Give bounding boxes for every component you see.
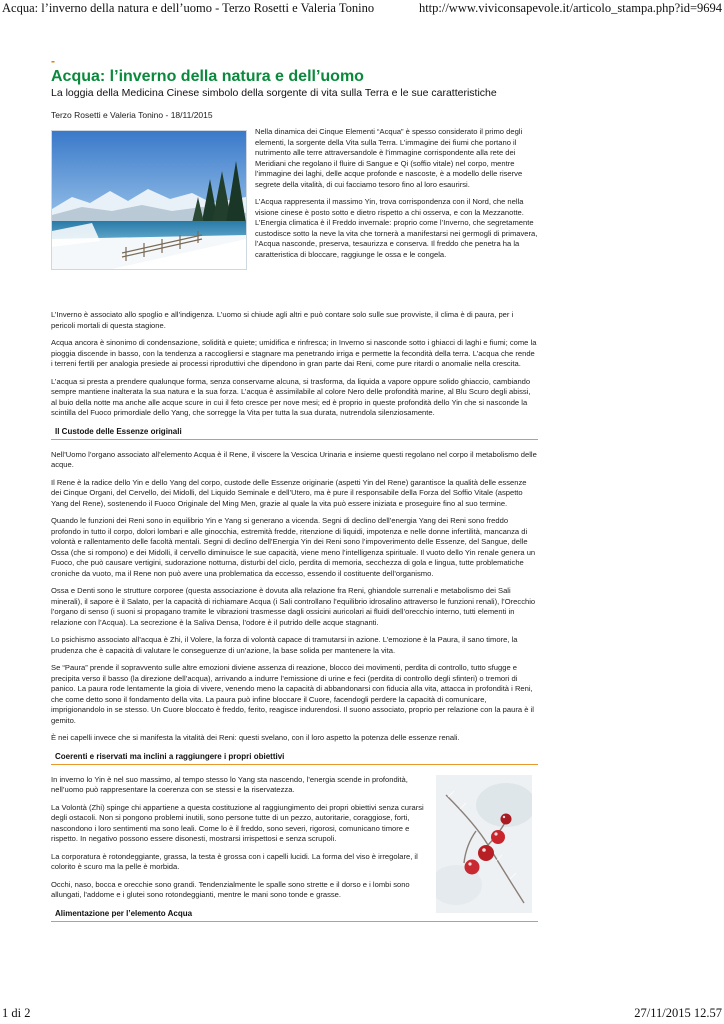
title-dash: - — [51, 54, 55, 68]
body-paragraph: Ossa e Denti sono le strutture corporee (questa associazione è dovuta alla relazione fra Reni, ghiandole surrenali e metabolismo dei Sali minerali), il sapore è il Salato, per la capacità di richiamare Acqua (i Sali controllano l’equilibrio idrosalino attraverso le funzioni renali), l’Orecchio l’organo di senso (i suoni si propagano tramite le vibrazioni trasmesse dagli ossicini auricolari ai fluidi dell’orecchio interno, tutti elementi in relazione con l’Acqua). La secrezione è la Saliva Densa, l’odore è il putrido delle acque stagnanti. — [51, 586, 536, 627]
section-heading-custode: Il Custode delle Essenze originali — [51, 426, 538, 440]
body-paragraph: Nell’Uomo l’organo associato all’elemento Acqua è il Rene, il viscere la Vescica Urinaria e insieme questi regolano nel corpo il metabolismo delle acque. — [51, 449, 537, 469]
body-paragraph: Il Rene è la radice dello Yin e dello Yang del corpo, custode delle Essenze originarie (aspetti Yin del Rene) garantisce la qualità delle essenze dei Cinque Organi, del Cervello, dei Midolli, del Liquido Seminale e dell’Utero, ma è pure il responsabile della Forza del Soffio Vitale (aspetto Yang del Rene), sostenendo il Fuoco Originale del Ming Men, grazie al quale la vita può essere iniziata e proseguire fino al suo termine. — [51, 477, 527, 508]
article-byline: Terzo Rosetti e Valeria Tonino - 18/11/2015 — [51, 110, 213, 120]
section-heading-alimentazione: Alimentazione per l’elemento Acqua — [51, 908, 538, 922]
intro-paragraph: Nella dinamica dei Cinque Elementi “Acqua” è spesso considerato il primo degli elementi, la sorgente della Vita sulla Terra. L’immagine dei fiumi che portano il nutrimento alle terre attraversandole è l’immagine corrispondente alla rete dei Meridiani che regolano il fluire di Sangue e Qi (soffio vitale) nel corpo, mentre l’immagine dei laghi, delle acque profonde e nascoste, è a modello delle riserve segrete della vitalità, di cui facciamo tesoro fino al loro esaurirsi. — [255, 127, 523, 189]
body-paragraph: Quando le funzioni dei Reni sono in equilibrio Yin e Yang si generano a vicenda. Segni di declino dell’energia Yang dei Reni sono freddo profondo in tutto il corpo, dolori lombari e alle ginocchia, estremità fredde, ritenzione di liquidi, impotenza e nelle donne infertilità, mancanza di volontà e rallentamento delle facoltà mentali. Segni di declino dell’Energia Yin dei Reni sono l’impoverimento delle Essenze, del Sangue, delle Ossa (che si rompono) e dei Midolli, il cervello diminuisce le sue capacità, viene meno l’intelligenza spirituale. Il vuoto dello Yin renale genera un Fuoco, che può causare vertigini, sudorazione notturna, disturbi del ciclo, perdita di memoria, secchezza di gola e lingua, tutte problematiche croniche da vuoto, ma il Rene non può avere una problematica da eccesso, essendo il costituente dell’organismo. — [51, 516, 536, 578]
article — [51, 56, 538, 932]
body-paragraph: Occhi, naso, bocca e orecchie sono grandi. Tendenzialmente le spalle sono strette e il dorso e i lombi sono allungati, l’addome e i glutei sono rotondeggianti, mentre le mani sono tonde e grasse. — [51, 879, 410, 899]
body-paragraph: Lo psichismo associato all’acqua è Zhi, il Volere, la forza di volontà capace di tramutarsi in azione. L’emozione è la Paura, il sano timore, la prudenza che è capacità di valutare le conseguenze di un’azione, la base solida per mantenere la vita. — [51, 635, 518, 655]
section-coerenti — [51, 775, 538, 901]
frozen-berries-image — [436, 775, 532, 913]
print-timestamp: 27/11/2015 12.57 — [634, 1006, 722, 1020]
body-paragraph: L’Inverno è associato allo spoglio e all’indigenza. L’uomo si chiude agli altri e può contare solo sulle sue provviste, il clima è di paura, per i pericoli mortali di questa stagione. — [51, 310, 514, 330]
page-number: 1 di 2 — [2, 1006, 31, 1020]
section-coerenti-text — [51, 775, 431, 901]
body-paragraph: La Volontà (Zhi) spinge chi appartiene a questa costituzione al raggiungimento dei propri obiettivi senza curarsi degli ostacoli. Non si pongono problemi inutili, sono persone tutte di un pezzo, autoritarie, coraggiose, forti, nascondono i loro sentimenti ma sono leali. Come lo è il freddo, sono severi, rigorosi, comunicano timore e rispetto. In negativo possono essere disonesti, mostrarsi irrispettosi e senza scrupoli. — [51, 802, 424, 843]
intro-paragraph: L’Acqua rappresenta il massimo Yin, trova corrispondenza con il Nord, che nella visione cinese è posto sotto e dietro rispetto a chi osserva, e con la Mezzanotte. L’Energia climatica è il Freddo invernale: proprio come l’Inverno, che segretamente custodisce sotto la neve la vita che tornerà a manifestarsi nei germogli di primavera, l’Acqua nasconde, preserva, tesaurizza e conserva. Il freddo che penetra ha la caratteristica di bloccare, raggiunge le ossa e le congela. — [255, 197, 538, 259]
article-subtitle: La loggia della Medicina Cinese simbolo della sorgente di vita sulla Terra e le sue caratteristiche — [51, 87, 497, 99]
print-footer — [0, 1004, 724, 1024]
body-paragraph: Se “Paura” prende il sopravvento sulle altre emozioni diviene assenza di reazione, blocco dei movimenti, perdita di controllo, tutto sfugge e precipita verso il basso (la direzione dell’acqua), arrivando a indurre l’emissione di urine e feci (perdita di controllo degli sfinteri) o tremori di panico. La paura rode lentamente la gioia di vivere, venendo meno la capacità di abbandonarsi con fiducia alla vita, attacca in profondità i Reni, che come detto sono il fondamento della vita. La paura può infine bloccare il Cuore, facendogli perdere la capacità di comunicare, imprigionandolo in se stesso. Un Cuore bloccato è freddo, ferito, reagisce indurendosi. Il suono associato, proprio per relazione con la paura è il gemito. — [51, 663, 534, 725]
body-paragraph: È nei capelli invece che si manifesta la vitalità dei Reni: questi svelano, con il loro aspetto la potenza delle essenze renali. — [51, 733, 460, 742]
print-header-url: http://www.viviconsapevole.it/articolo_stampa.php?id=9694 — [418, 1, 722, 15]
body-paragraph: In inverno lo Yin è nel suo massimo, al tempo stesso lo Yang sta nascendo, l’energia scende in profondità, nell’uomo può rappresentare la coerenza con se stessi e la riservatezza. — [51, 774, 408, 794]
body-paragraph: La corporatura è rotondeggiante, grassa, la testa è grossa con i capelli lucidi. La forma del viso è irregolare, il colorito è scuro ma la pelle è morbida. — [51, 851, 418, 871]
intro-block — [51, 127, 538, 307]
article-title: Acqua: l’inverno della natura e dell’uomo — [51, 68, 364, 85]
print-header — [0, 0, 724, 18]
body-paragraph: Acqua ancora è sinonimo di condensazione, solidità e quiete; umidifica e rinfresca; in Inverno si nasconde sotto i ghiacci di laghi e fiumi; come la pioggia discende in basso, con la tendenza a raccogliersi e stagnare ma penetrando irriga e permette la fecondità della terra. L’acqua che rende i terreni fertili per analogia presiede ai processi riproduttivi che dipendono in gran parte dai Reni, come pure ritardi o anomalie nella crescita. — [51, 338, 537, 368]
winter-lake-illustration — [52, 131, 246, 269]
intro-text — [255, 127, 538, 267]
winter-lake-image — [51, 130, 247, 270]
frozen-berries-illustration — [436, 775, 532, 913]
section-heading-coerenti: Coerenti e riservati ma inclini a raggiungere i propri obiettivi — [51, 751, 538, 765]
print-header-title: Acqua: l’inverno della natura e dell’uomo - Terzo Rosetti e Valeria Tonino — [2, 1, 375, 15]
body-paragraph: L’acqua si presta a prendere qualunque forma, senza conservarne alcuna, si trasforma, da liquida a vapore oppure solido ghiaccio, cambiando sempre mantiene inalterata la sua natura e la sua forza. L’acqua è assimilabile al colore Nero delle profondità marine, al Blu Scuro degli abissi, al buio della notte ma anche alle acque scure in cui il feto cresce per nove mesi; ed è proprio in queste profondità dello Yin che si nasconde la scintilla del Fuoco primordiale dello Yang, che sorregge la Vita per tutta la sua durata, nutrendola silenziosamente. — [51, 376, 531, 417]
